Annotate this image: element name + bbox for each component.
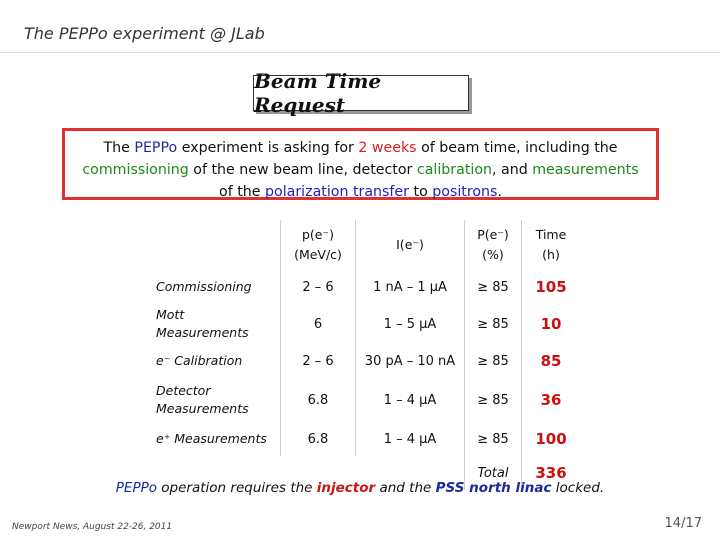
intro-positrons: positrons: [432, 184, 498, 200]
row-label: e⁺ Measurements: [156, 431, 267, 446]
cell-polarization: ≥ 85: [465, 378, 522, 422]
presentation-header: The PEPPo experiment @ JLab: [24, 24, 265, 43]
intro-text-1: The: [103, 140, 135, 156]
total-label: Total: [465, 456, 522, 490]
col-header-momentum: p(e⁻) (MeV/c): [281, 220, 356, 270]
note-peppo: PEPPo: [115, 480, 157, 496]
intro-text-11: of the: [219, 184, 266, 200]
row-label: Mott Measurements: [156, 307, 249, 340]
row-label: Commissioning: [156, 279, 252, 294]
table-row: [150, 378, 580, 422]
intro-text-9: , and: [492, 162, 533, 178]
cell-polarization: ≥ 85: [465, 344, 522, 378]
note-pss-linac: PSS north linac: [435, 480, 552, 496]
cell-momentum: 2 – 6: [281, 344, 356, 378]
cell-polarization: ≥ 85: [465, 422, 522, 456]
intro-box: [62, 128, 659, 200]
row-label: Detector Measurements: [156, 383, 249, 416]
intro-calibration: calibration: [416, 162, 492, 178]
beam-time-table: [150, 220, 580, 490]
intro-text-15: .: [497, 184, 502, 200]
note-text-4: and the: [375, 480, 436, 496]
cell-time: 100: [522, 422, 581, 456]
note-text-2: operation requires the: [157, 480, 317, 496]
footer-location-date: Newport News, August 22-26, 2011: [12, 522, 173, 532]
cell-momentum: 6: [281, 304, 356, 344]
table-row: [150, 344, 580, 378]
cell-polarization: ≥ 85: [465, 270, 522, 304]
cell-current: 1 nA – 1 μA: [356, 270, 465, 304]
header-divider: [0, 52, 720, 53]
intro-peppo: PEPPo: [134, 140, 178, 156]
row-label: e⁻ Calibration: [156, 353, 243, 368]
intro-text-7: of the new beam line, detector: [188, 162, 417, 178]
total-value: 336: [522, 456, 581, 490]
intro-weeks: 2 weeks: [358, 140, 417, 156]
intro-measurements: measurements: [532, 162, 639, 178]
cell-momentum: 6.8: [281, 378, 356, 422]
intro-text-3: experiment is asking for: [177, 140, 359, 156]
cell-momentum: 2 – 6: [281, 270, 356, 304]
intro-polarization: polarization transfer: [265, 184, 409, 200]
cell-polarization: ≥ 85: [465, 304, 522, 344]
note-injector: injector: [316, 480, 376, 496]
note-text-6: locked.: [551, 480, 605, 496]
cell-current: 1 – 5 μA: [356, 304, 465, 344]
cell-current: 30 pA – 10 nA: [356, 344, 465, 378]
cell-time: 36: [522, 378, 581, 422]
col-header-time: Time (h): [522, 220, 581, 270]
cell-time: 10: [522, 304, 581, 344]
cell-time: 85: [522, 344, 581, 378]
col-header-polarization: P(e⁻) (%): [465, 220, 522, 270]
cell-momentum: 6.8: [281, 422, 356, 456]
cell-current: 1 – 4 μA: [356, 422, 465, 456]
cell-current: 1 – 4 μA: [356, 378, 465, 422]
intro-text-13: to: [409, 184, 433, 200]
cell-time: 105: [522, 270, 581, 304]
intro-commissioning: commissioning: [82, 162, 189, 178]
table-row: [150, 422, 580, 456]
page-number: 14/17: [664, 516, 702, 531]
col-header-current: I(e⁻): [356, 220, 465, 270]
intro-text-5: of beam time, including the: [416, 140, 618, 156]
table-row: [150, 270, 580, 304]
table-row: [150, 304, 580, 344]
table-header-row: [150, 220, 580, 270]
operation-note: [0, 480, 720, 496]
slide-title: Beam Time Request: [253, 75, 469, 111]
